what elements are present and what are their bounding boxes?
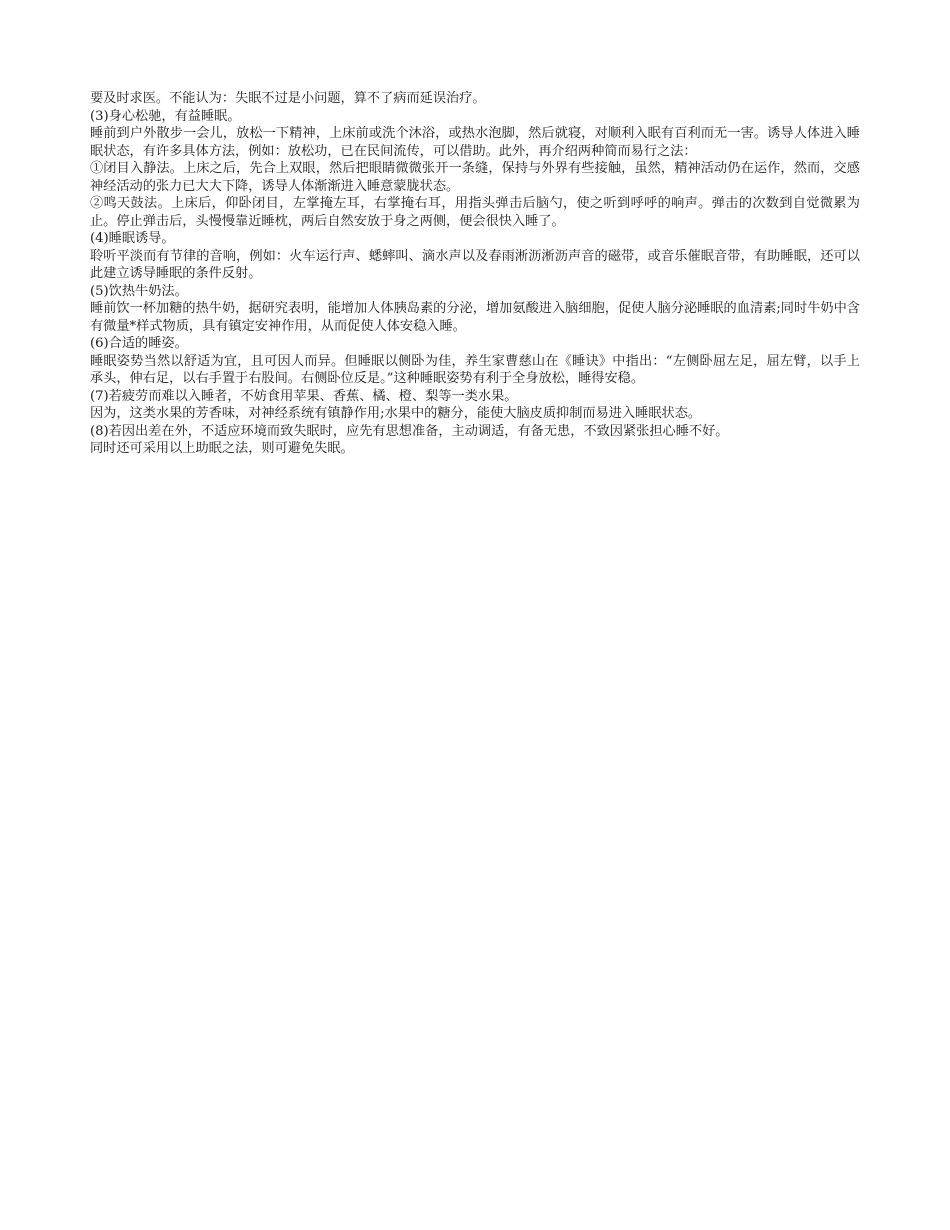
section-heading-travel: (8)若因出差在外，不适应环境而致失眠时，应先有思想准备，主动调适，有备无患，不致因紧张担心睡不好。 xyxy=(90,423,729,439)
paragraph-travel-conclusion: 同时还可采用以上助眠之法，则可避免失眠。 xyxy=(90,441,354,456)
section-heading-hot-milk: (5)饮热牛奶法。 xyxy=(90,283,188,299)
paragraph-sleep-sounds: 聆听平淡而有节律的音响，例如：火车运行声、蟋蟀叫、滴水声以及春雨淅沥淅沥声音的磁带，或音乐催眠音带，有助睡眠，还可以此建立诱导睡眠的条件反射。 xyxy=(90,248,860,281)
paragraph-hot-milk: 睡前饮一杯加糖的热牛奶，据研究表明，能增加人体胰岛素的分泌，增加氨酸进入脑细胞，促使人脑分泌睡眠的血清素;同时牛奶中含有微量*样式物质，具有镇定安神作用，从而促使人体安稳入睡。 xyxy=(90,301,860,334)
paragraph-sleep-posture: 睡眠姿势当然以舒适为宜，且可因人而异。但睡眠以侧卧为佳，养生家曹慈山在《睡诀》中指出：“左侧卧屈左足，屈左臂，以手上承头，伸右足，以右手置于右股间。右侧卧位反是。”这种睡眠姿势有利于全身放松，睡得安稳。 xyxy=(90,353,860,386)
section-heading-sleep-induction: (4)睡眠诱导。 xyxy=(90,231,175,246)
section-heading-fruit: (7)若疲劳而难以入睡者，不妨食用苹果、香蕉、橘、橙、梨等一类水果。 xyxy=(90,388,518,404)
paragraph-seek-treatment: 要及时求医。不能认为：失眠不过是小问题，算不了病而延误治疗。 xyxy=(90,91,486,106)
paragraph-relax-methods: 睡前到户外散步一会儿，放松一下精神，上床前或洗个沐浴，或热水泡脚，然后就寝，对顺利入眠有百利而无一害。诱导人体进入睡眠状态，有许多具体方法，例如：放松功，已在民间流传，可以借助。此外，再介绍两种简而易行之法： xyxy=(90,126,860,159)
document-body xyxy=(90,90,860,458)
section-heading-sleep-posture: (6)合适的睡姿。 xyxy=(90,336,188,351)
paragraph-fruit-reason: 因为，这类水果的芳香味，对神经系统有镇静作用;水果中的糖分，能使大脑皮质抑制而易进入睡眠状态。 xyxy=(90,406,702,421)
section-heading-relax: (3)身心松驰，有益睡眠。 xyxy=(90,108,241,124)
paragraph-close-eyes-method: ①闭目入静法。上床之后，先合上双眼，然后把眼睛微微张开一条缝，保持与外界有些接触，虽然，精神活动仍在运作，然而，交感神经活动的张力已大大下降，诱导人体渐渐进入睡意蒙胧状态。 xyxy=(90,161,860,194)
paragraph-heavenly-drum-method: ②鸣天鼓法。上床后，仰卧闭目，左掌掩左耳，右掌掩右耳，用指头弹击后脑勺，使之听到呼呼的响声。弹击的次数到自觉微累为止。停止弹击后，头慢慢靠近睡枕，两后自然安放于身之两侧，便会很快入睡了。 xyxy=(90,196,860,229)
